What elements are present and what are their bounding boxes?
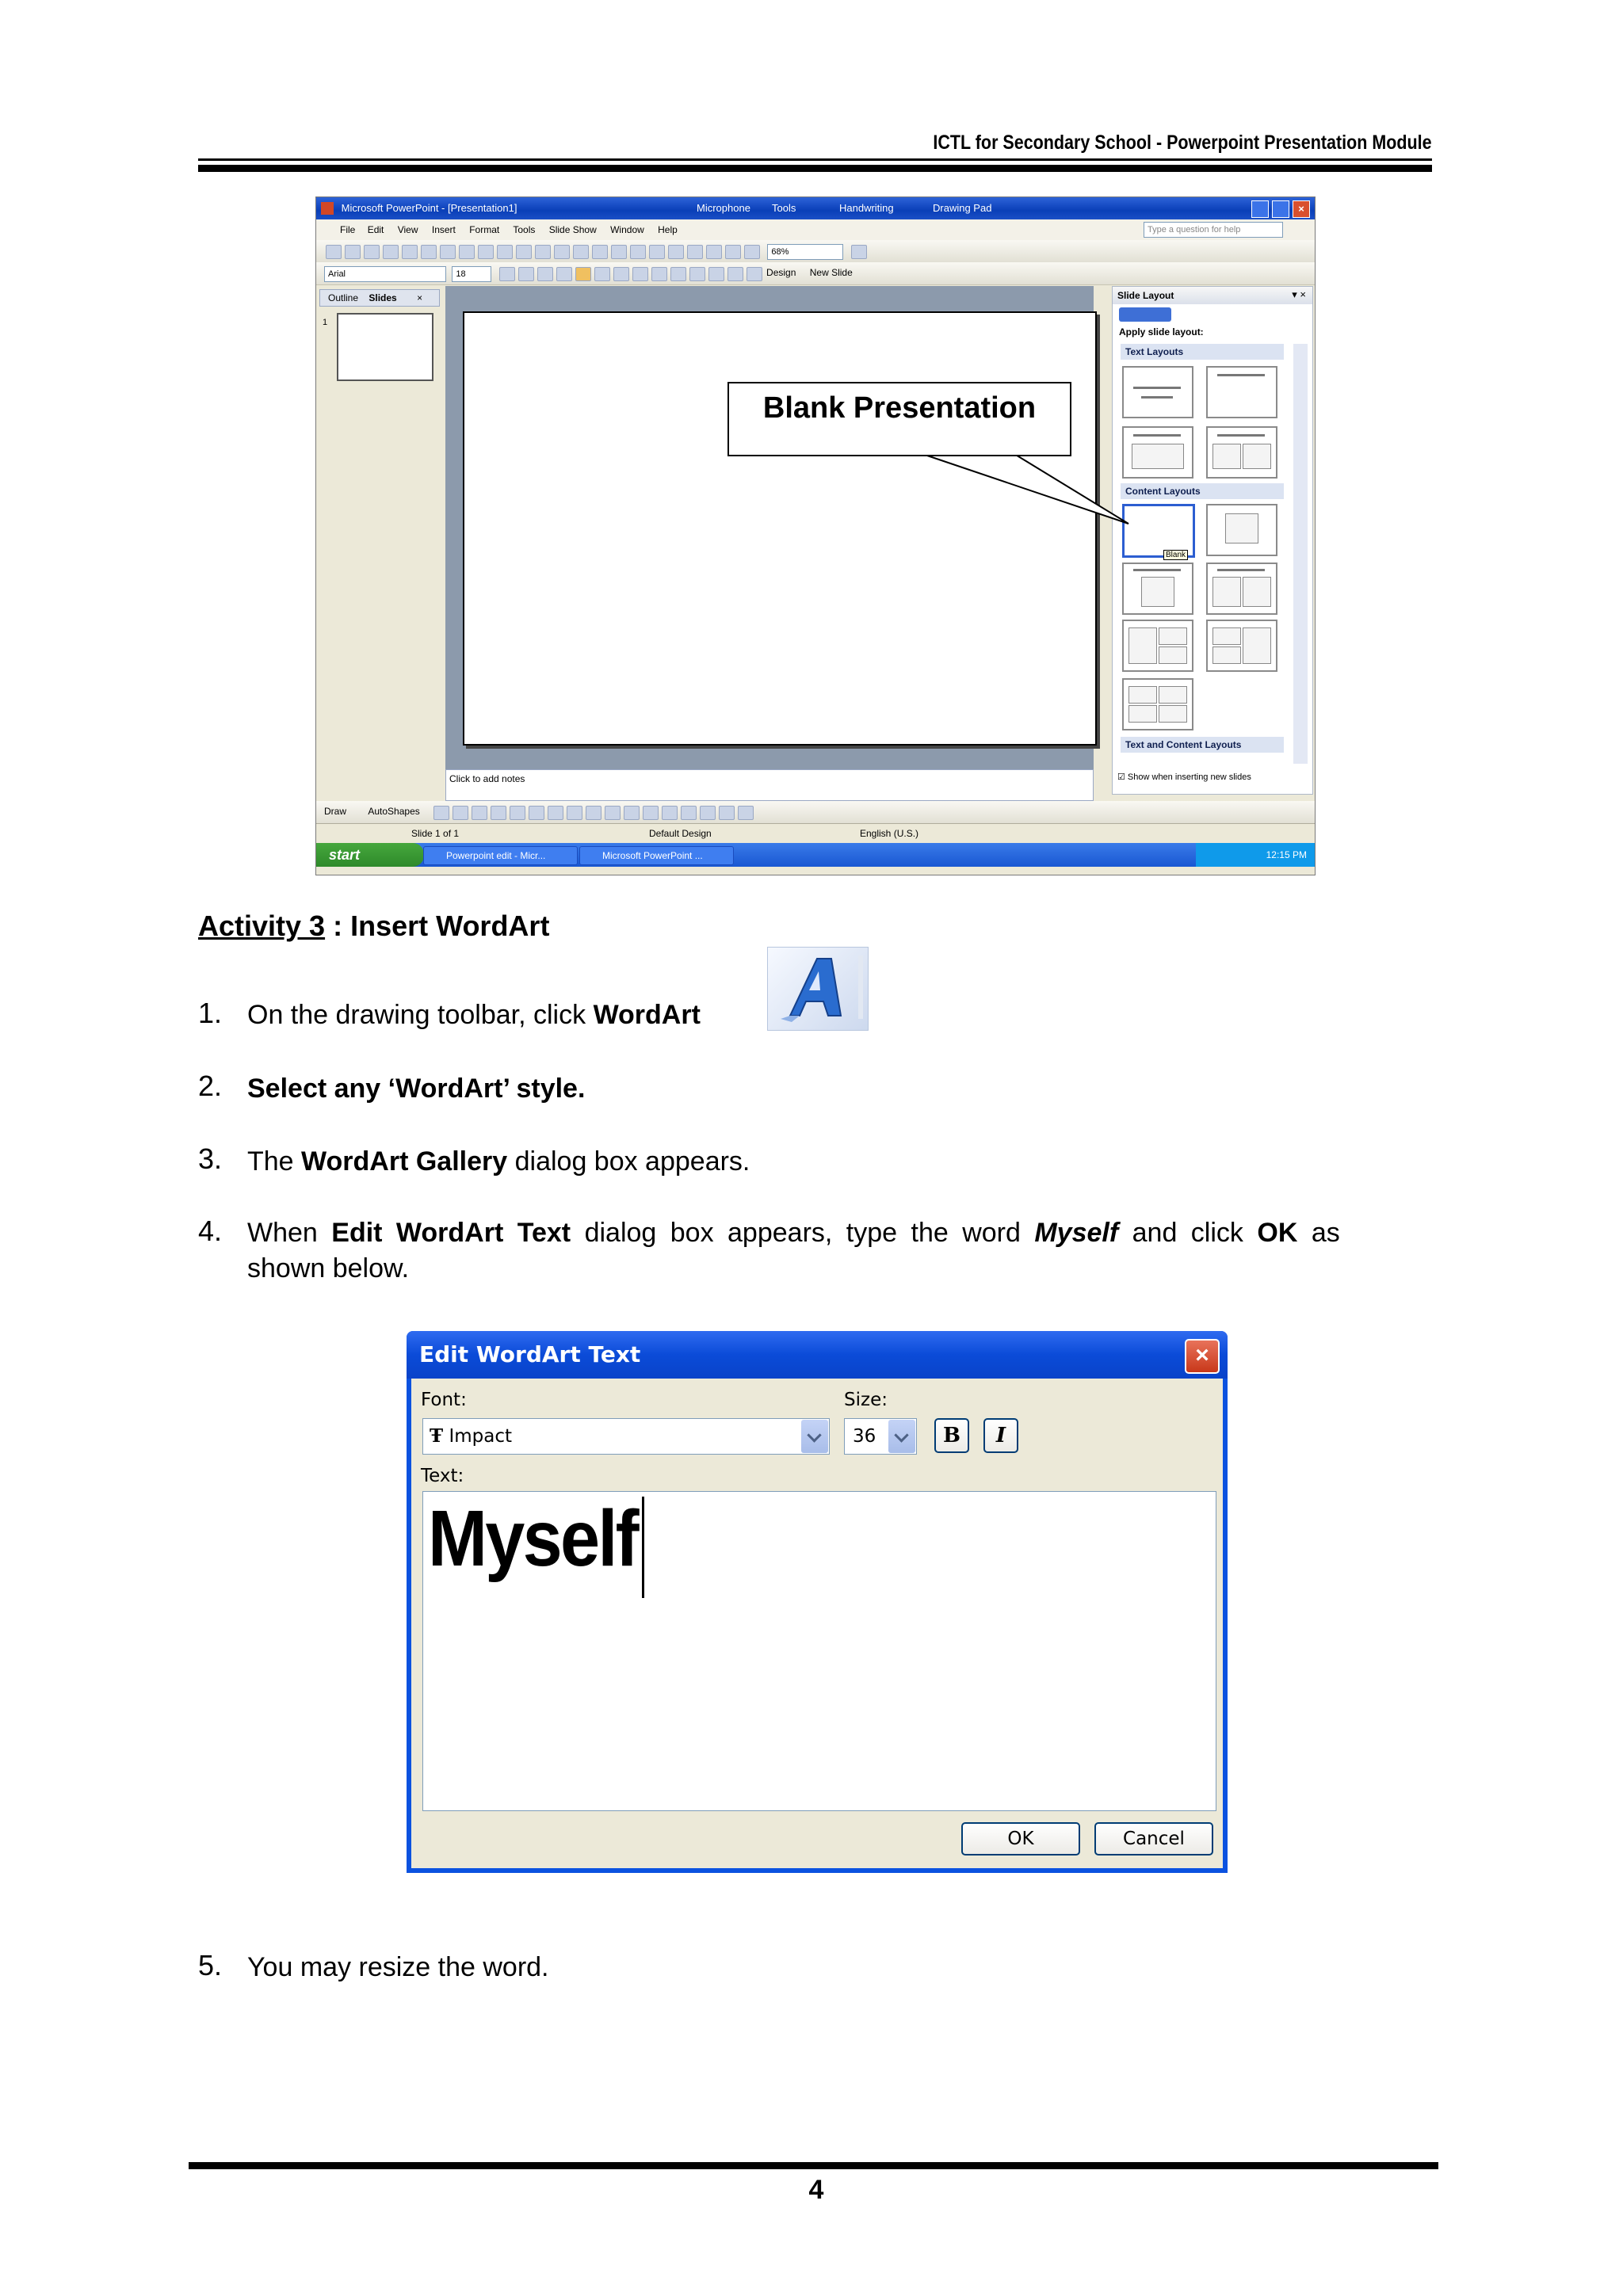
arrow-icon[interactable] bbox=[453, 806, 468, 820]
grid-icon[interactable] bbox=[725, 245, 741, 259]
page-number: 4 bbox=[808, 2175, 824, 2205]
activity-separator: : bbox=[325, 910, 351, 942]
wordart-icon bbox=[767, 947, 869, 1031]
line-icon[interactable] bbox=[433, 806, 449, 820]
ppt-title-tool-tools[interactable]: Tools bbox=[772, 202, 796, 214]
help-icon[interactable] bbox=[851, 245, 867, 259]
step-4-line-2: shown below. bbox=[247, 1253, 410, 1283]
text-content-layouts-label: Text and Content Layouts bbox=[1121, 737, 1284, 753]
color-grayscale-icon[interactable] bbox=[744, 245, 760, 259]
font-label: Font: bbox=[421, 1390, 467, 1410]
hyperlink-icon[interactable] bbox=[668, 245, 684, 259]
rectangle-icon[interactable] bbox=[472, 806, 487, 820]
ppt-title-tool-drawing-pad[interactable]: Drawing Pad bbox=[933, 202, 992, 214]
fill-color-icon[interactable] bbox=[605, 806, 621, 820]
show-formatting-icon[interactable] bbox=[706, 245, 722, 259]
save-icon[interactable] bbox=[364, 245, 380, 259]
shadow-icon[interactable] bbox=[556, 267, 572, 281]
pane-close-icon[interactable]: × bbox=[417, 292, 423, 303]
autoshapes-menu[interactable]: AutoShapes bbox=[368, 806, 420, 817]
pane-tabs bbox=[319, 289, 440, 307]
new-slide-button[interactable]: New Slide bbox=[809, 267, 853, 278]
menu-tools[interactable]: Tools bbox=[513, 224, 536, 235]
system-tray bbox=[1196, 843, 1315, 867]
redo-icon[interactable] bbox=[592, 245, 608, 259]
ppt-title-tool-microphone[interactable]: Microphone bbox=[697, 202, 750, 214]
layout-title-slide[interactable] bbox=[1122, 366, 1193, 418]
menu-help[interactable]: Help bbox=[658, 224, 678, 235]
activity-heading bbox=[198, 910, 549, 943]
slide-layout-task-pane bbox=[1112, 286, 1313, 795]
arrow-style-icon[interactable] bbox=[700, 806, 716, 820]
spelling-icon[interactable] bbox=[459, 245, 475, 259]
help-search-input[interactable]: Type a question for help bbox=[1144, 222, 1283, 238]
step-1-plain: On the drawing toolbar, click bbox=[247, 1000, 594, 1030]
wordart-text-value: Myself bbox=[428, 1494, 637, 1583]
step-2-text bbox=[247, 1074, 585, 1104]
research-icon[interactable] bbox=[478, 245, 494, 259]
show-when-inserting-label: Show when inserting new slides bbox=[1127, 772, 1251, 782]
blank-tooltip: Blank bbox=[1163, 550, 1188, 560]
step-4-bold-2: Myself bbox=[1034, 1218, 1119, 1248]
step-5-number: 5. bbox=[198, 1949, 223, 1981]
size-combo[interactable] bbox=[844, 1418, 917, 1455]
font-combo[interactable] bbox=[422, 1418, 830, 1455]
standard-toolbar bbox=[316, 240, 1315, 263]
step-3-text bbox=[247, 1146, 750, 1177]
close-icon[interactable]: × bbox=[1293, 200, 1310, 218]
new-icon[interactable] bbox=[326, 245, 342, 259]
bold-icon[interactable] bbox=[499, 267, 515, 281]
ppt-title-tool-handwriting[interactable]: Handwriting bbox=[839, 202, 894, 214]
ppt-window-title: Microsoft PowerPoint - [Presentation1] bbox=[341, 202, 517, 214]
layout-title-four-content[interactable] bbox=[1122, 678, 1193, 730]
task-pane-title: Slide Layout bbox=[1113, 287, 1312, 304]
notes-pane[interactable]: Click to add notes bbox=[445, 769, 1094, 801]
underline-icon[interactable] bbox=[537, 267, 553, 281]
decrease-font-icon[interactable] bbox=[689, 267, 705, 281]
step-4-text bbox=[247, 1218, 1432, 1249]
step-1-text bbox=[247, 1000, 701, 1031]
callout-pointer bbox=[919, 448, 1141, 527]
tables-borders-icon[interactable] bbox=[649, 245, 665, 259]
cut-icon[interactable] bbox=[497, 245, 513, 259]
align-left-icon[interactable] bbox=[575, 267, 591, 281]
menu-view[interactable]: View bbox=[397, 224, 418, 235]
increase-font-icon[interactable] bbox=[670, 267, 686, 281]
font-select[interactable]: Arial bbox=[324, 266, 446, 282]
layout-title-content-two-content[interactable] bbox=[1122, 620, 1193, 672]
insert-chart-icon[interactable] bbox=[611, 245, 627, 259]
dash-style-icon[interactable] bbox=[681, 806, 697, 820]
powerpoint-screenshot bbox=[315, 196, 1316, 875]
footer-rule bbox=[189, 2162, 1438, 2169]
step-3-pre: The bbox=[247, 1146, 302, 1177]
zoom-select[interactable]: 68% bbox=[767, 244, 843, 260]
activity-label: Activity 3 bbox=[198, 910, 326, 942]
step-4-post: as bbox=[1297, 1218, 1340, 1248]
cancel-button[interactable]: Cancel bbox=[1094, 1822, 1213, 1855]
drawing-toolbar bbox=[316, 801, 1315, 824]
taskbar-item-microsoft-powerpoint[interactable]: Microsoft PowerPoint ... bbox=[579, 846, 734, 865]
paste-icon[interactable] bbox=[535, 245, 551, 259]
expand-all-icon[interactable] bbox=[687, 245, 703, 259]
truetype-font-icon: Ŧ bbox=[430, 1425, 444, 1447]
menu-insert[interactable]: Insert bbox=[431, 224, 456, 235]
header-rule-thin bbox=[198, 158, 1432, 161]
oval-icon[interactable] bbox=[491, 806, 506, 820]
font-size-select[interactable]: 18 bbox=[452, 266, 491, 282]
blank-slide[interactable] bbox=[463, 311, 1097, 746]
ppt-title-bar bbox=[316, 197, 1315, 219]
center-icon[interactable] bbox=[594, 267, 610, 281]
step-2-bold: Select any ‘WordArt’ style. bbox=[247, 1074, 586, 1104]
status-slide: Slide 1 of 1 bbox=[411, 828, 460, 839]
menu-file[interactable]: File bbox=[340, 224, 356, 235]
insert-table-icon[interactable] bbox=[630, 245, 646, 259]
wordart-small-icon[interactable] bbox=[529, 806, 544, 820]
font-dropdown-icon[interactable] bbox=[801, 1420, 828, 1453]
email-icon[interactable] bbox=[402, 245, 418, 259]
task-pane-close-icon[interactable]: ▾ × bbox=[1292, 288, 1306, 300]
tab-outline[interactable]: Outline bbox=[328, 292, 359, 303]
tab-slides[interactable]: Slides bbox=[369, 292, 397, 303]
content-layouts-label: Content Layouts bbox=[1121, 483, 1284, 499]
text-layouts-label: Text Layouts bbox=[1121, 344, 1284, 360]
clip-art-icon[interactable] bbox=[567, 806, 582, 820]
print-icon[interactable] bbox=[421, 245, 437, 259]
numbering-icon[interactable] bbox=[632, 267, 648, 281]
slide-editing-pane bbox=[445, 286, 1094, 769]
task-pane-nav-icons[interactable] bbox=[1119, 307, 1171, 322]
layout-title-content[interactable] bbox=[1122, 563, 1193, 615]
page-header-title: ICTL for Secondary School - Powerpoint Presentation Module bbox=[933, 132, 1432, 154]
size-value: 36 bbox=[853, 1426, 876, 1447]
edit-wordart-dialog bbox=[407, 1331, 1228, 1873]
activity-title: Insert WordArt bbox=[350, 910, 550, 942]
text-box-icon[interactable] bbox=[510, 806, 525, 820]
start-button[interactable]: start bbox=[316, 843, 424, 867]
step-4-bold-1: Edit WordArt Text bbox=[331, 1218, 571, 1248]
task-pane-scrollbar[interactable] bbox=[1293, 344, 1308, 764]
copy-icon[interactable] bbox=[516, 245, 532, 259]
step-4-number: 4. bbox=[198, 1215, 223, 1247]
dialog-body bbox=[411, 1379, 1223, 1868]
size-dropdown-icon[interactable] bbox=[888, 1420, 915, 1453]
font-color-icon[interactable] bbox=[747, 267, 762, 281]
font-color-draw-icon[interactable] bbox=[643, 806, 659, 820]
status-design: Default Design bbox=[649, 828, 712, 839]
step-4-pre: When bbox=[247, 1218, 332, 1248]
show-when-inserting-checkbox[interactable]: ☑ Show when inserting new slides bbox=[1117, 772, 1251, 782]
format-painter-icon[interactable] bbox=[554, 245, 570, 259]
open-icon[interactable] bbox=[345, 245, 361, 259]
text-cursor bbox=[642, 1497, 644, 1598]
3d-style-icon[interactable] bbox=[738, 806, 754, 820]
diagram-icon[interactable] bbox=[548, 806, 563, 820]
layout-title-two-content-over[interactable] bbox=[1206, 620, 1277, 672]
apply-layout-label: Apply slide layout: bbox=[1119, 326, 1204, 338]
line-color-icon[interactable] bbox=[624, 806, 640, 820]
taskbar-item-powerpoint-edit[interactable]: Powerpoint edit - Micr... bbox=[423, 846, 578, 865]
menu-window[interactable]: Window bbox=[610, 224, 644, 235]
permission-icon[interactable] bbox=[383, 245, 399, 259]
design-button[interactable]: Design bbox=[766, 267, 796, 278]
formatting-toolbar bbox=[316, 262, 1315, 285]
size-label: Size: bbox=[844, 1390, 888, 1410]
shadow-style-icon[interactable] bbox=[719, 806, 735, 820]
step-2-number: 2. bbox=[198, 1070, 223, 1102]
layout-content[interactable] bbox=[1206, 504, 1277, 556]
step-4-mid: dialog box appears, type the word bbox=[571, 1218, 1035, 1248]
menu-format[interactable]: Format bbox=[469, 224, 500, 235]
layout-title-only[interactable] bbox=[1206, 366, 1277, 418]
picture-icon[interactable] bbox=[586, 806, 601, 820]
italic-button[interactable]: I bbox=[983, 1418, 1018, 1453]
undo-icon[interactable] bbox=[573, 245, 589, 259]
menu-edit[interactable]: Edit bbox=[367, 224, 384, 235]
slides-pane bbox=[316, 286, 443, 793]
menu-slide-show[interactable]: Slide Show bbox=[548, 224, 597, 235]
line-style-icon[interactable] bbox=[662, 806, 678, 820]
status-language: English (U.S.) bbox=[860, 828, 919, 839]
step-4-bold-3: OK bbox=[1257, 1218, 1298, 1248]
header-rule-thick bbox=[198, 165, 1432, 172]
dialog-close-icon[interactable]: × bbox=[1185, 1339, 1220, 1374]
slide-number: 1 bbox=[323, 318, 328, 327]
increase-indent-icon[interactable] bbox=[727, 267, 743, 281]
status-bar bbox=[316, 823, 1315, 843]
step-1-number: 1. bbox=[198, 997, 223, 1029]
slide-thumbnail[interactable] bbox=[337, 313, 433, 381]
step-4-mid-2: and click bbox=[1118, 1218, 1258, 1248]
blank-presentation-callout: Blank Presentation bbox=[727, 382, 1071, 456]
bold-button[interactable]: B bbox=[934, 1418, 969, 1453]
ppt-menu-bar bbox=[316, 219, 1315, 240]
decrease-indent-icon[interactable] bbox=[708, 267, 724, 281]
powerpoint-app-icon bbox=[321, 202, 334, 215]
font-value: Impact bbox=[449, 1426, 512, 1447]
ok-button[interactable]: OK bbox=[961, 1822, 1080, 1855]
wordart-text-area[interactable] bbox=[422, 1491, 1216, 1811]
italic-icon[interactable] bbox=[518, 267, 534, 281]
text-label: Text: bbox=[421, 1466, 464, 1486]
minimize-icon[interactable] bbox=[1251, 200, 1269, 218]
taskbar-clock: 12:15 PM bbox=[1266, 849, 1307, 860]
dialog-title: Edit WordArt Text bbox=[407, 1331, 1228, 1379]
step-5-text: You may resize the word. bbox=[247, 1952, 549, 1982]
align-right-icon[interactable] bbox=[613, 267, 629, 281]
layout-two-column-text[interactable] bbox=[1206, 426, 1277, 479]
step-1-bold: WordArt bbox=[593, 1000, 701, 1030]
restore-icon[interactable] bbox=[1272, 200, 1289, 218]
windows-taskbar bbox=[316, 843, 1315, 867]
bullets-icon[interactable] bbox=[651, 267, 667, 281]
step-3-number: 3. bbox=[198, 1142, 223, 1175]
layout-title-two-content[interactable] bbox=[1206, 563, 1277, 615]
step-3-post: dialog box appears. bbox=[507, 1146, 750, 1177]
print-preview-icon[interactable] bbox=[440, 245, 456, 259]
step-3-bold: WordArt Gallery bbox=[301, 1146, 508, 1177]
draw-menu[interactable]: Draw bbox=[324, 806, 347, 817]
